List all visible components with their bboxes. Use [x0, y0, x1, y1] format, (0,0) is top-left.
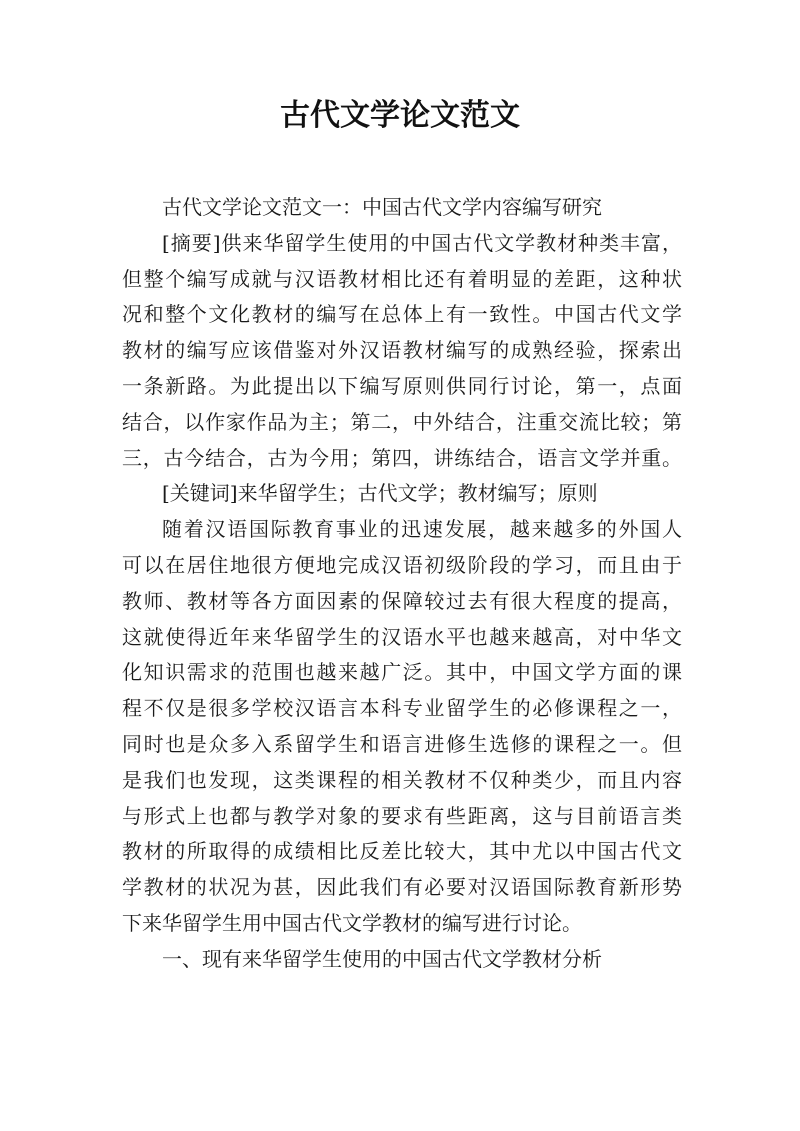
section-heading: 古代文学论文范文一：中国古代文学内容编写研究: [162, 195, 602, 219]
document-title: 古代文学论文范文: [280, 98, 520, 133]
paragraph-line: 与形式上也都与教学对象的要求有些距离，这与目前语言类: [122, 803, 682, 828]
paragraph-line: 程不仅是很多学校汉语言本科专业留学生的必修课程之一，: [122, 696, 682, 721]
paragraph-line: 教材的所取得的成绩相比反差比较大，其中尤以中国古代文: [122, 839, 682, 864]
abstract-line: 结合，以作家作品为主；第二，中外结合，注重交流比较；第: [122, 409, 682, 434]
keywords-line: [关键词]来华留学生；古代文学；教材编写；原则: [162, 481, 598, 506]
paragraph-line: 同时也是众多入系留学生和语言进修生选修的课程之一。但: [122, 731, 682, 756]
paragraph-line: 是我们也发现，这类课程的相关教材不仅种类少，而且内容: [122, 767, 682, 792]
abstract-line: 但整个编写成就与汉语教材相比还有着明显的差距，这种状: [122, 266, 682, 291]
paragraph-line: 化知识需求的范围也越来越广泛。其中，中国文学方面的课: [122, 660, 682, 685]
paragraph-line: 可以在居住地很方便地完成汉语初级阶段的学习，而且由于: [122, 552, 682, 577]
paragraph-line: 这就使得近年来华留学生的汉语水平也越来越高，对中华文: [122, 624, 682, 649]
document-body: [122, 190, 682, 978]
paragraph-line: 教师、教材等各方面因素的保障较过去有很大程度的提高，: [122, 588, 682, 613]
abstract-line: [摘要]供来华留学生使用的中国古代文学教材种类丰富，: [162, 230, 682, 255]
section-heading: 一、现有来华留学生使用的中国古代文学教材分析: [162, 946, 602, 971]
paragraph-line: 下来华留学生用中国古代文学教材的编写进行讨论。: [122, 910, 582, 935]
abstract-line: 况和整个文化教材的编写在总体上有一致性。中国古代文学: [122, 302, 682, 327]
abstract-line: 一条新路。为此提出以下编写原则供同行讨论，第一，点面: [122, 373, 682, 398]
abstract-line: 教材的编写应该借鉴对外汉语教材编写的成熟经验，探索出: [122, 338, 682, 363]
paragraph-line: 随着汉语国际教育事业的迅速发展，越来越多的外国人: [162, 517, 682, 542]
abstract-line: 三，古今结合，古为今用；第四，讲练结合，语言文学并重。: [122, 445, 682, 470]
paragraph-line: 学教材的状况为甚，因此我们有必要对汉语国际教育新形势: [122, 875, 682, 900]
